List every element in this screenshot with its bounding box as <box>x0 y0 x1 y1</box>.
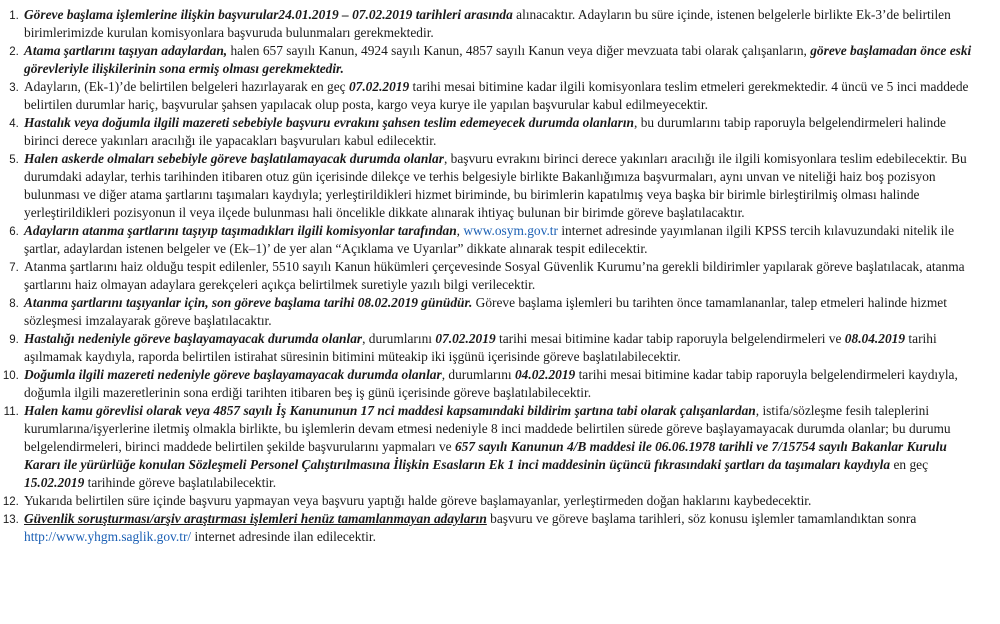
list-item <box>22 6 980 42</box>
emphasized-text: 15.02.2019 <box>24 475 85 490</box>
emphasized-text: Doğumla ilgili mazereti nedeniyle göreve başlayamayacak durumda olanlar <box>24 367 442 382</box>
body-text: tarihi mesai bitimine kadar ilgili komisyonlara teslim etmeleri gerekmektedir. 4 üncü ve 5 inci maddede belirtilen durumlar hariç, başvurular şahsen yapılacak olup posta, kargo veya kurye ile yapılan başvurular kabul edilmeyecektir. <box>24 79 969 112</box>
emphasized-text: Güvenlik soruşturması/arşiv araştırması işlemleri henüz tamamlanmayan adayların <box>24 511 487 526</box>
list-item <box>22 78 980 114</box>
emphasized-text: Atama şartlarını taşıyan adaylardan, <box>24 43 228 58</box>
body-text: , bu durumlarını tabip raporuyla belgelendirmeleri halinde birinci derece yakınları aracılığı ile yapacakları başvuruları kabul edilecektir. <box>24 115 946 148</box>
emphasized-text: 657 sayılı Kanunun 4/B maddesi ile 06.06.1978 tarihli ve 7/15754 sayılı Bakanlar Kurulu Kararı ile yürürlüğe konulan Sözleşmeli Personel Çalıştırılmasına İlişkin Esasların Ek 1 inci maddesinin üçüncü fıkrasındaki şartları da taşımaları kaydıyla <box>24 439 947 472</box>
body-text: tarihi mesai bitimine kadar tabip raporuyla belgelendirmeleri ve <box>495 331 845 346</box>
list-item <box>22 42 980 78</box>
emphasized-text: 07.02.2019 <box>435 331 496 346</box>
body-text: , <box>456 223 464 238</box>
emphasized-text: Adayların atanma şartlarını taşıyıp taşımadıkları ilgili komisyonlar tarafından <box>24 223 457 238</box>
body-text: internet adresinde ilan edilecektir. <box>191 529 376 544</box>
list-item <box>22 402 980 492</box>
emphasized-text: 07.02.2019 <box>348 79 410 94</box>
body-text: Yukarıda belirtilen süre içinde başvuru yapmayan veya başvuru yaptığı halde göreve başlamayanlar, yerleştirmeden doğan haklarını kaybedecektir. <box>24 493 812 508</box>
list-item <box>22 492 980 510</box>
list-item <box>22 510 980 546</box>
body-text: halen 657 sayılı Kanun, 4924 sayılı Kanun, 4857 sayılı Kanun veya diğer mevzuata tabi olarak çalışanların, <box>227 43 811 58</box>
body-text: alınacaktır. Adayların bu süre içinde, istenen belgelerle birlikte Ek-3’de belirtilen birimlerimizde kurulan komisyonlara başvuruda bulunmaları gerekmektedir. <box>24 7 951 40</box>
url-link[interactable]: www.osym.gov.tr <box>463 223 558 238</box>
body-text: , istifa/sözleşme fesih taleplerini kurumlarına/işyerlerine iletmiş olmakla birlikte, bu işlemlerin devam etmesi nedeniyle 8 inci maddede belirtilen sürede göreve başlayamayacak durumda olanlar; bu durumu belgelendirmeleri, birinci maddede belirtilen şekilde başvurularını yapmaları ve <box>24 403 951 454</box>
list-item <box>22 222 980 258</box>
body-text: en geç <box>890 457 929 472</box>
list-item <box>22 366 980 402</box>
emphasized-text: Halen askerde olmaları sebebiyle göreve başlatılamayacak durumda olanlar <box>24 151 444 166</box>
body-text: tarihi aşılmamak kaydıyla, raporda belirtilen istirahat süresinin bitimini müteakip iki işgünü içerisinde göreve başlatılabilecektir. <box>24 331 937 364</box>
url-link[interactable]: http://www.yhgm.saglik.gov.tr/ <box>24 529 192 544</box>
list-item <box>22 150 980 222</box>
body-text: Göreve başlama işlemleri bu tarihten önce tamamlananlar, talep etmeleri halinde hizmet sözleşmesi imzalayarak göreve başlatılacaktır. <box>24 295 947 328</box>
emphasized-text: 08.04.2019 <box>844 331 906 346</box>
list-item <box>22 114 980 150</box>
emphasized-text: Halen kamu görevlisi olarak veya 4857 sayılı İş Kanununun 17 nci maddesi kapsamındaki bildirim şartına tabi olarak çalışanlardan <box>24 403 756 418</box>
body-text: , durumlarını <box>362 331 436 346</box>
body-text: tarihi mesai bitimine kadar tabip raporuyla belgelendirmeleri kaydıyla, doğumla ilgili mazeretlerinin sona erdiği tarihten itibaren beş iş günü içerisinde göreve başlatılabilecektir. <box>24 367 958 400</box>
list-item <box>22 294 980 330</box>
emphasized-text: 04.02.2019 <box>514 367 576 382</box>
emphasized-text: Hastalığı nedeniyle göreve başlayamayacak durumda olanlar <box>24 331 363 346</box>
emphasized-text: göreve başlamadan önce eski görevleriyle ilişkilerinin sona ermiş olması gerekmektedir. <box>24 43 972 76</box>
body-text: tarihinde göreve başlatılabilecektir. <box>84 475 277 490</box>
body-text: , başvuru evrakını birinci derece yakınları aracılığı ile ilgili komisyonlara teslim edebilecektir. Bu durumdaki adaylar, terhis tarihinden itibaren otuz gün içerisinde dilekçe ve terhis belgesiyle birlikte Bakanlığımıza başvurmaları, aynı unvan ve niteliği haiz boş pozisyon bulunması ve diğer atama şartlarını taşımaları kaydıyla; yerleştirildikleri hizmet biriminde, bu birimlerin kapatılmış veya başka bir birimle birleştirilmiş olması halinde yerleştirildikleri pozisyonun il veya ilçede bulunması hali öncelikle dikkate alınarak ihtiyaç bulunan bir birimde göreve başlatılacaktır. <box>24 151 967 220</box>
body-text: Atanma şartlarını haiz olduğu tespit edilenler, 5510 sayılı Kanun hükümleri çerçevesinde Sosyal Güvenlik Kurumu’na gerekli bildirimler yapılarak göreve başlatılacak, atanma şartlarını haiz olmayan adaylara gerekçeleri açıkça belirtilmek suretiyle yazılı bilgi verilecektir. <box>24 259 965 292</box>
emphasized-text: Hastalık veya doğumla ilgili mazereti sebebiyle başvuru evrakını şahsen teslim edemeyecek durumda olanların <box>24 115 634 130</box>
body-text: Adayların, (Ek-1)’de belirtilen belgeleri hazırlayarak en geç <box>24 79 349 94</box>
emphasized-text: Göreve başlama işlemlerine ilişkin başvurular24.01.2019 – 07.02.2019 tarihleri arasında <box>24 7 513 22</box>
body-text: başvuru ve göreve başlama tarihleri, söz konusu işlemler tamamlandıktan sonra <box>486 511 917 526</box>
list-item <box>22 258 980 294</box>
body-text: , durumlarını <box>441 367 515 382</box>
emphasized-text: Atanma şartlarını taşıyanlar için, son göreve başlama tarihi 08.02.2019 günüdür. <box>24 295 473 310</box>
body-text: internet adresinde yayımlanan ilgili KPSS tercih kılavuzundaki nitelik ile şartlar, adaylardan istenen belgeler ve (Ek–1)’ de yer alan “Açıklama ve Uyarılar” dikkate alınarak tespit edilecektir. <box>24 223 955 256</box>
list-item <box>22 330 980 366</box>
numbered-list <box>8 6 980 546</box>
